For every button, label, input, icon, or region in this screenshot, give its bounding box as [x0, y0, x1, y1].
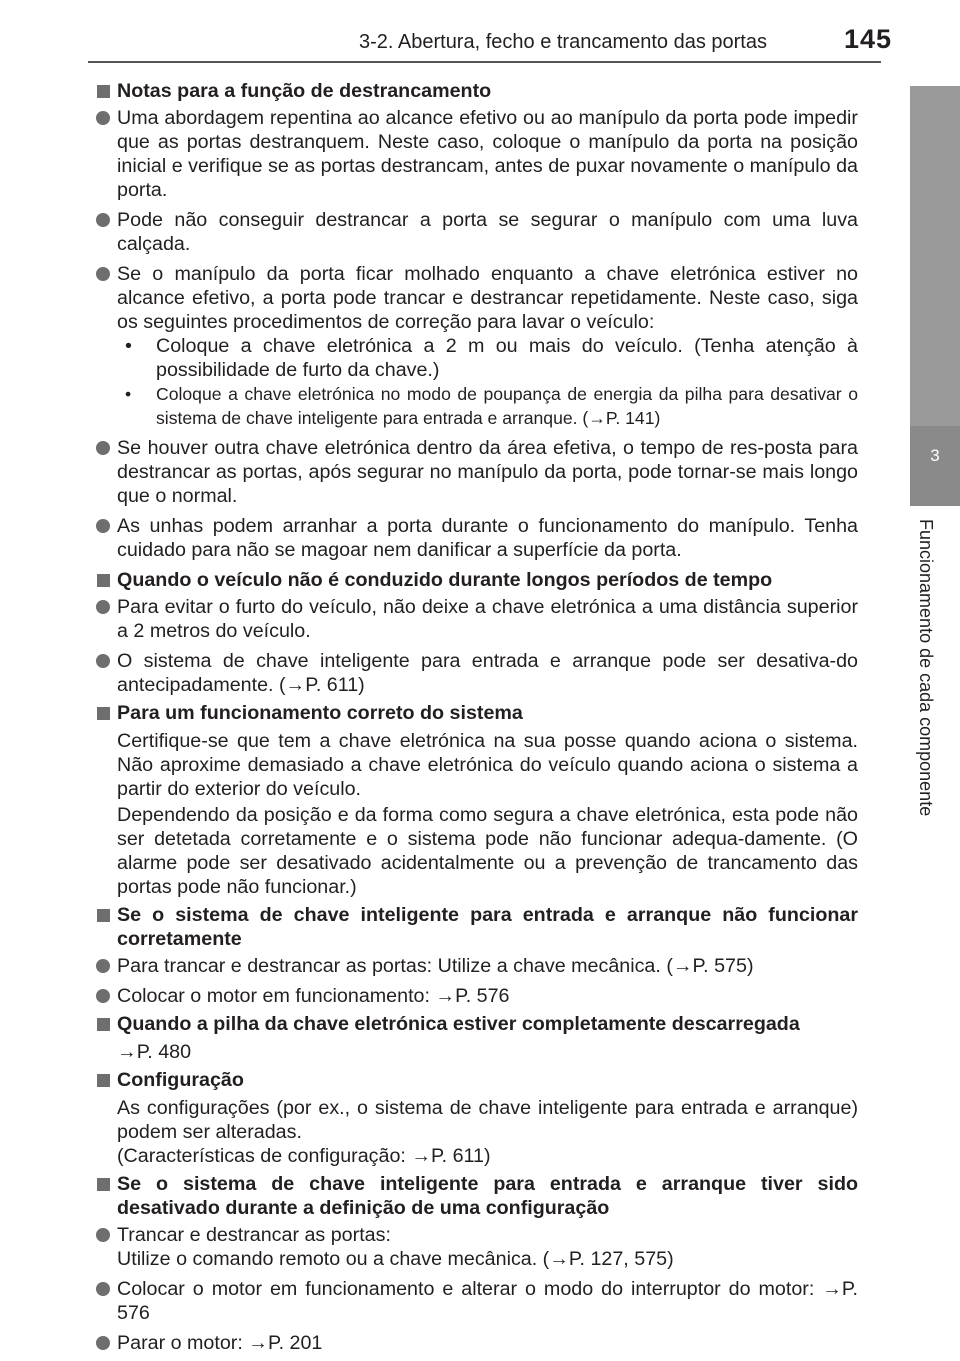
paragraph: Dependendo da posição e da forma como segura a chave eletrónica, esta pode não ser detetada corretamente e o sistema pode não funcionar adequa-damente. (O alarme pode ser desativado acidentalmente ou a prevenção de trancamento das portas pode não funcionar.) — [117, 804, 858, 898]
section-heading — [96, 1068, 858, 1092]
bullet-item — [96, 514, 858, 562]
sub-item-text: Coloque a chave eletrónica a 2 m ou mais do veículo. (Tenha atenção à possibilidade de furto da chave.) — [156, 335, 858, 381]
bullet-dot-icon — [96, 989, 110, 1003]
bullet-text: Pode não conseguir destrancar a porta se segurar o manípulo com uma luva calçada. — [117, 209, 858, 255]
heading-text: Quando o veículo não é conduzido durante longos períodos de tempo — [117, 569, 773, 591]
bullet-item — [96, 1331, 858, 1355]
bullet-text: Para trancar e destrancar as portas: Utilize a chave mecânica. (→P. 575) — [117, 955, 754, 977]
section-battery-depleted — [96, 1012, 858, 1064]
sub-bullet-icon: • — [125, 384, 132, 404]
bullet-text: Para evitar o furto do veículo, não deixe a chave eletrónica a uma distância superior a 2 metros do veículo. — [117, 596, 858, 642]
page-header — [0, 0, 960, 62]
bullet-item — [96, 106, 858, 202]
bullet-text: Colocar o motor em funcionamento: →P. 576 — [117, 985, 510, 1007]
square-marker-icon — [97, 707, 110, 720]
bullet-dot-icon — [96, 111, 110, 125]
section-heading — [96, 701, 858, 725]
section-unlock-notes — [96, 79, 858, 562]
bullet-text: Utilize o comando remoto ou a chave mecânica. (→P. 127, 575) — [117, 1248, 674, 1270]
section-heading — [96, 1012, 858, 1036]
heading-text: Se o sistema de chave inteligente para entrada e arranque tiver sido desativado durante a definição de uma configuração — [117, 1173, 858, 1219]
bullet-dot-icon — [96, 1282, 110, 1296]
section-configuration — [96, 1068, 858, 1168]
bullet-text: O sistema de chave inteligente para entrada e arranque pode ser desativa-do antecipadamente. (→P. 611) — [117, 650, 858, 696]
bullet-dot-icon — [96, 1336, 110, 1350]
paragraph: Certifique-se que tem a chave eletrónica na sua posse quando aciona o sistema. Não aproxime demasiado a chave eletrónica do veículo quando aciona o sistema a partir do exterior do veículo. — [117, 730, 858, 800]
bullet-item — [96, 649, 858, 697]
section-heading — [96, 568, 858, 592]
bullet-dot-icon — [96, 213, 110, 227]
bullet-dot-icon — [96, 959, 110, 973]
bullet-dot-icon — [96, 654, 110, 668]
header-divider — [88, 61, 881, 63]
bullet-dot-icon — [96, 267, 110, 281]
side-tab-chapter-box — [910, 426, 960, 506]
section-heading — [96, 79, 858, 103]
side-tab-label: Funcionamento de cada componente — [916, 519, 936, 817]
section-correct-operation — [96, 701, 858, 899]
page-number: 145 — [843, 24, 892, 54]
square-marker-icon — [97, 909, 110, 922]
bullet-text: Colocar o motor em funcionamento e alterar o modo do interruptor do motor: →P. 576 — [117, 1278, 858, 1324]
bullet-text: Trancar e destrancar as portas: — [117, 1224, 391, 1246]
bullet-item — [96, 208, 858, 256]
bullet-item — [96, 436, 858, 508]
bullet-item — [96, 984, 858, 1008]
square-marker-icon — [97, 1074, 110, 1087]
heading-text: Notas para a função de destrancamento — [117, 80, 492, 102]
bullet-dot-icon — [96, 600, 110, 614]
heading-text: Para um funcionamento correto do sistema — [117, 702, 523, 724]
section-disabled-config — [96, 1172, 858, 1355]
bullet-text: Se houver outra chave eletrónica dentro da área efetiva, o tempo de res-posta para destrancar as portas, após segurar no manípulo da porta, pode tornar-se mais longo que o normal. — [117, 437, 858, 507]
side-tab-number: 3 — [930, 446, 940, 465]
bullet-item — [96, 954, 858, 978]
section-heading — [96, 1172, 858, 1220]
paragraph: As configurações (por ex., o sistema de chave inteligente para entrada e arranque) podem ser alteradas. — [117, 1097, 858, 1143]
heading-text: Quando a pilha da chave eletrónica estiver completamente descarregada — [117, 1013, 800, 1035]
section-heading — [96, 903, 858, 951]
square-marker-icon — [97, 85, 110, 98]
section-long-periods — [96, 568, 858, 697]
sub-item — [96, 334, 858, 382]
bullet-item — [96, 1223, 858, 1271]
chapter-title: 3-2. Abertura, fecho e trancamento das portas — [358, 31, 767, 53]
bullet-text: As unhas podem arranhar a porta durante o funcionamento do manípulo. Tenha cuidado para não se magoar nem danificar a superfície da porta. — [117, 515, 858, 561]
bullet-item — [96, 595, 858, 643]
bullet-text: Parar o motor: →P. 201 — [117, 1332, 323, 1354]
heading-text: Configuração — [117, 1069, 244, 1091]
sub-item-text: Coloque a chave eletrónica no modo de poupança de energia da pilha para desativar o sistema de chave inteligente para entrada e arranque. (→P. 141) — [156, 384, 858, 428]
bullet-item — [96, 1277, 858, 1325]
bullet-dot-icon — [96, 519, 110, 533]
paragraph: →P. 480 — [117, 1041, 192, 1063]
page-content — [96, 79, 858, 1361]
square-marker-icon — [97, 1178, 110, 1191]
heading-text: Se o sistema de chave inteligente para entrada e arranque não funcionar corretamente — [117, 904, 858, 950]
sub-item — [96, 382, 858, 430]
square-marker-icon — [97, 574, 110, 587]
bullet-item — [96, 262, 858, 334]
square-marker-icon — [97, 1018, 110, 1031]
section-not-working — [96, 903, 858, 1008]
bullet-text: Uma abordagem repentina ao alcance efetivo ou ao manípulo da porta pode impedir que as portas destranquem. Neste caso, coloque o manípulo da porta na posição inicial e verifique se as portas destrancam, antes de puxar novamente o manípulo da porta. — [117, 107, 858, 201]
sub-bullet-icon: • — [125, 335, 132, 357]
paragraph: (Características de configuração: →P. 611) — [117, 1145, 491, 1167]
side-tab-bar — [910, 86, 960, 426]
bullet-text: Se o manípulo da porta ficar molhado enquanto a chave eletrónica estiver no alcance efetivo, a porta pode trancar e destrancar repetidamente. Neste caso, siga os seguintes procedimentos de correção para lavar o veículo: — [117, 263, 858, 333]
bullet-dot-icon — [96, 1228, 110, 1242]
bullet-dot-icon — [96, 441, 110, 455]
